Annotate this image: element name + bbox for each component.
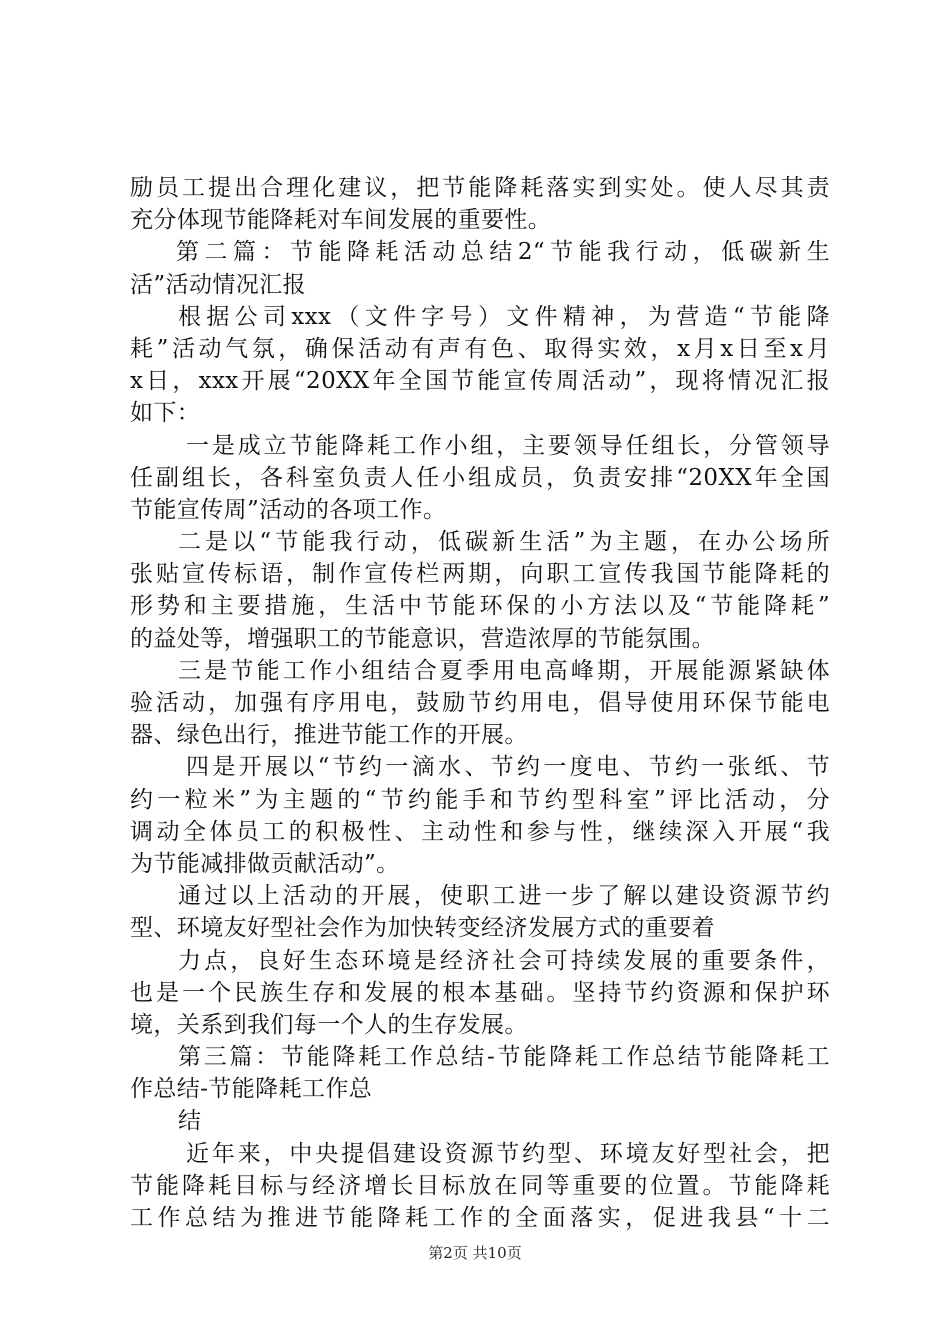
text-line: 器、绿色出行，推进节能工作的开展。 bbox=[130, 722, 528, 749]
section-heading: 作总结-节能降耗工作总 bbox=[130, 1076, 373, 1103]
text-line: 张贴宣传标语，制作宣传栏两期，向职工宣传我国节能降耗的 bbox=[130, 561, 830, 588]
text-line: 任副组长，各科室负责人任小组成员，负责安排“20XX年全国 bbox=[130, 464, 830, 491]
text-line: 形势和主要措施，生活中节能环保的小方法以及“节能降耗” bbox=[130, 593, 830, 620]
text-line: 三是节能工作小组结合夏季用电高峰期，开展能源紧缺体 bbox=[178, 657, 830, 684]
page-number-footer: 第2页 共10页 bbox=[428, 1244, 522, 1262]
text-line: 为节能减排做贡献活动”。 bbox=[130, 850, 400, 877]
text-line: 力点，良好生态环境是经济社会可持续发展的重要条件， bbox=[178, 947, 830, 974]
text-line: 工作总结为推进节能降耗工作的全面落实，促进我县“十二 bbox=[130, 1205, 830, 1231]
section-heading: 第三篇：节能降耗工作总结-节能降耗工作总结节能降耗工 bbox=[178, 1044, 830, 1071]
text-line: 验活动，加强有序用电，鼓励节约用电，倡导使用环保节能电 bbox=[130, 690, 830, 716]
text-line: 耗”活动气氛，确保活动有声有色、取得实效，x月x日至x月 bbox=[130, 335, 830, 362]
section-heading: 结 bbox=[178, 1108, 202, 1135]
text-line: 也是一个民族生存和发展的根本基础。坚持节约资源和保护环 bbox=[130, 979, 830, 1006]
text-line: 调动全体员工的积极性、主动性和参与性，继续深入开展“我 bbox=[130, 818, 830, 845]
text-line: 节能宣传周”活动的各项工作。 bbox=[130, 496, 447, 523]
text-line: 充分体现节能降耗对车间发展的重要性。 bbox=[130, 207, 552, 234]
text-line: 近年来，中央提倡建设资源节约型、环境友好型社会，把 bbox=[186, 1140, 830, 1167]
text-line: 的益处等，增强职工的节能意识，营造浓厚的节能氛围。 bbox=[130, 625, 715, 652]
text-line: 节能降耗目标与经济增长目标放在同等重要的位置。节能降耗 bbox=[130, 1172, 830, 1199]
text-line: 根据公司xxx（文件字号）文件精神，为营造“节能降 bbox=[178, 303, 830, 330]
text-line: 励员工提出合理化建议，把节能降耗落实到实处。使人尽其责 bbox=[130, 175, 830, 201]
text-line: 型、环境友好型社会作为加快转变经济发展方式的重要着 bbox=[130, 915, 715, 942]
text-line: 一是成立节能降耗工作小组，主要领导任组长，分管领导 bbox=[186, 432, 830, 459]
text-line: 如下： bbox=[130, 400, 201, 427]
section-heading: 第二篇：节能降耗活动总结2“节能我行动，低碳新生 bbox=[176, 239, 830, 266]
text-line: 境，关系到我们每一个人的生存发展。 bbox=[130, 1011, 528, 1038]
text-line: 约一粒米”为主题的“节约能手和节约型科室”评比活动，分 bbox=[130, 786, 830, 813]
text-line: 四是开展以“节约一滴水、节约一度电、节约一张纸、节 bbox=[186, 754, 830, 781]
text-line: 通过以上活动的开展，使职工进一步了解以建设资源节约 bbox=[178, 883, 830, 910]
document-body bbox=[130, 172, 830, 1234]
text-line: x日，xxx开展“20XX年全国节能宣传周活动”，现将情况汇报 bbox=[130, 368, 830, 395]
section-heading: 活”活动情况汇报 bbox=[130, 271, 306, 298]
text-line: 二是以“节能我行动，低碳新生活”为主题，在办公场所 bbox=[178, 529, 830, 556]
